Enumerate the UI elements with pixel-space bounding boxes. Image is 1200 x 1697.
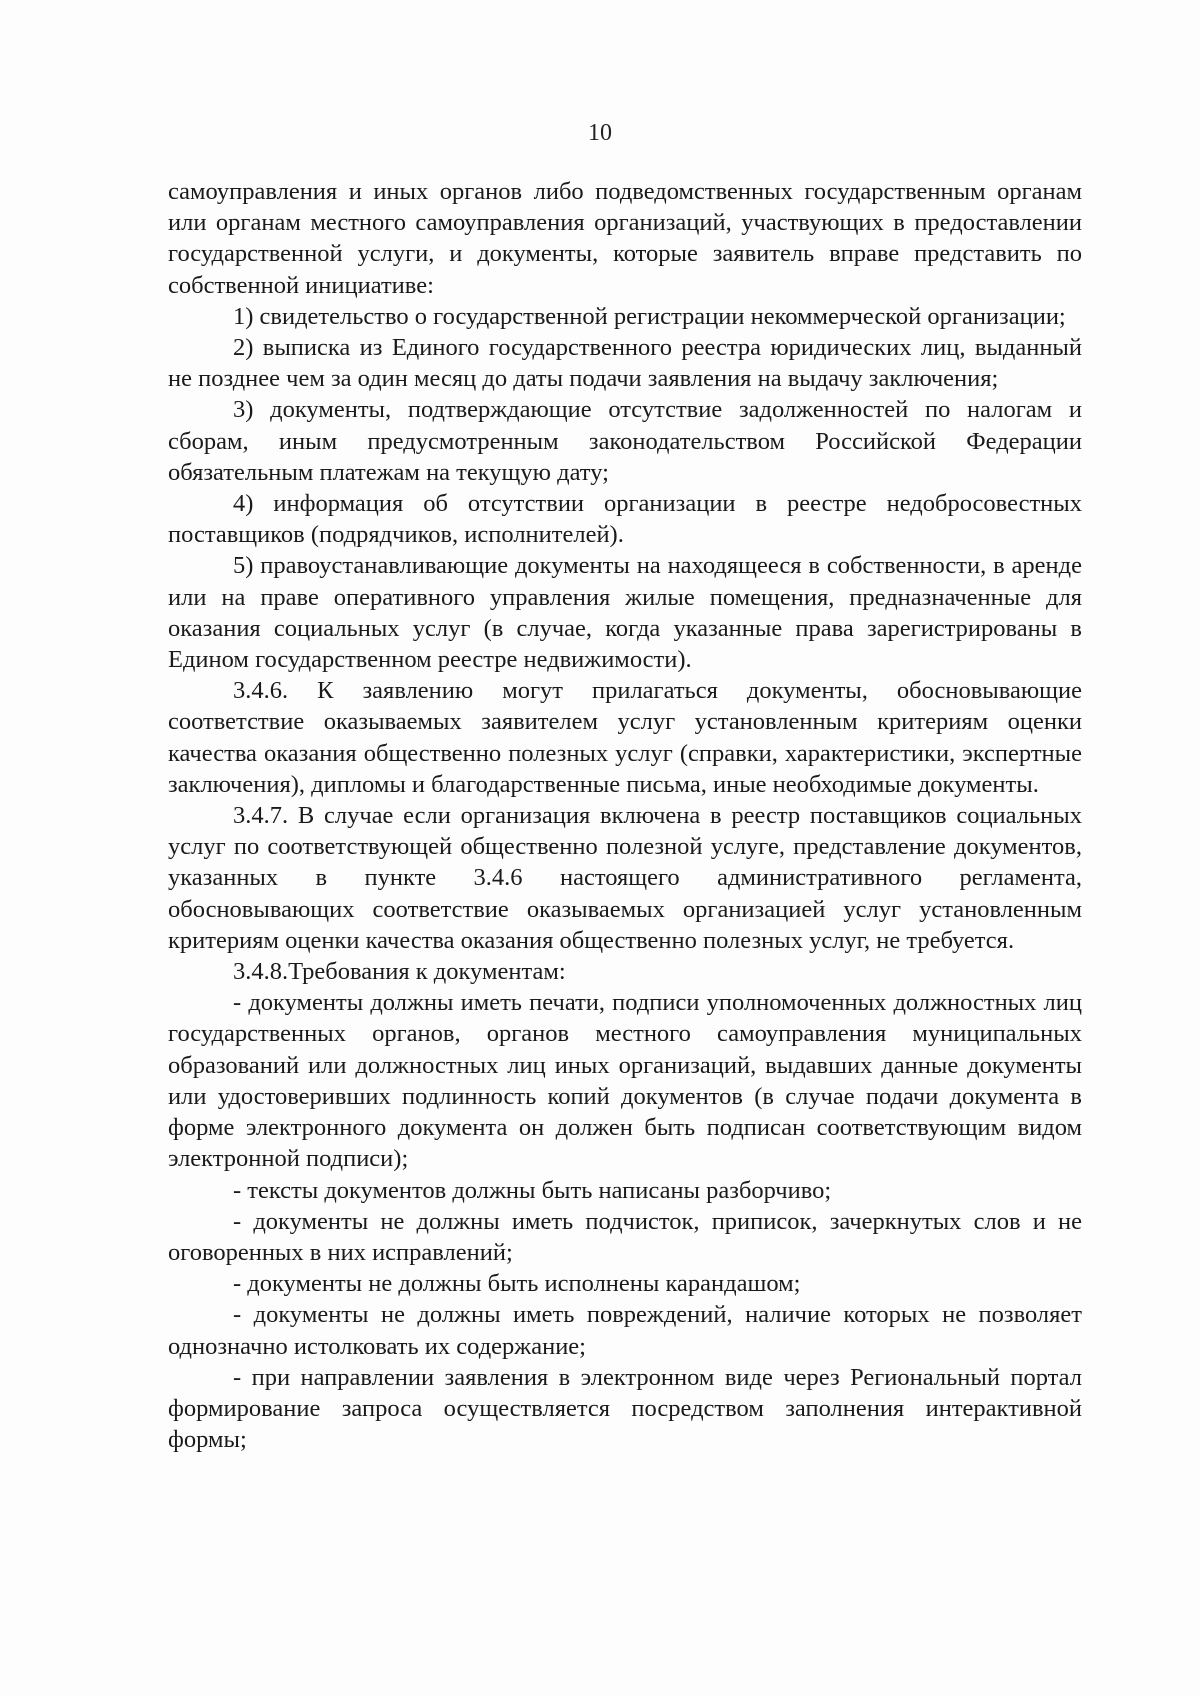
clause-3-4-6: 3.4.6. К заявлению могут прилагаться документы, обосновывающие соответствие оказываемых заявителем услуг установленным критериям оценки качества оказания общественно полезных услуг (справки, характеристики, экспертные заключения), дипломы и благодарственные письма, иные необходимые документы. bbox=[168, 677, 1082, 798]
list-item: 2) выписка из Единого государственного реестра юридических лиц, выданный не позднее чем за один месяц до даты подачи заявления на выдачу заключения; bbox=[168, 334, 1082, 393]
requirement-item: - документы не должны быть исполнены карандашом; bbox=[233, 1270, 801, 1298]
requirement-item: - документы не должны иметь подчисток, приписок, зачеркнутых слов и не оговоренных в них исправлений; bbox=[168, 1207, 1082, 1266]
paragraph: самоуправления и иных органов либо подведомственных государственным органам или органам местного самоуправления организаций, участвующих в предоставлении государственной услуги, и документы, которые заявитель вправе представить по собственной инициативе: bbox=[168, 178, 1082, 299]
clause-3-4-8-heading: 3.4.8.Требования к документам: bbox=[233, 958, 566, 986]
list-item: 3) документы, подтверждающие отсутствие задолженностей по налогам и сборам, иным предусмотренным законодательством Российской Федерации обязательным платежам на текущую дату; bbox=[168, 396, 1082, 486]
requirement-item: - тексты документов должны быть написаны разборчиво; bbox=[233, 1176, 832, 1204]
requirement-item: - при направлении заявления в электронном виде через Региональный портал формирование запроса осуществляется посредством заполнения интерактивной формы; bbox=[168, 1363, 1082, 1454]
document-body bbox=[168, 176, 1082, 1455]
list-item: 4) информация об отсутствии организации в реестре недобросовестных поставщиков (подрядчиков, исполнителей). bbox=[168, 490, 1082, 549]
requirement-item: - документы не должны иметь повреждений, наличие которых не позволяет однозначно истолковать их содержание; bbox=[168, 1301, 1082, 1360]
requirement-item: - документы должны иметь печати, подписи уполномоченных должностных лиц государственных органов, органов местного самоуправления муниципальных образований или должностных лиц иных организаций, выдавших данные документы или удостоверивших подлинность копий документов (в случае подачи документа в форме электронного документа он должен быть подписан соответствующим видом электронной подписи); bbox=[168, 989, 1082, 1173]
list-item: 5) правоустанавливающие документы на находящееся в собственности, в аренде или на праве оперативного управления жилые помещения, предназначенные для оказания социальных услуг (в случае, когда указанные права зарегистрированы в Едином государственном реестре недвижимости). bbox=[168, 552, 1082, 674]
list-item: 1) свидетельство о государственной регистрации некоммерческой организации; bbox=[233, 302, 1066, 330]
page-number: 10 bbox=[588, 120, 612, 146]
clause-3-4-7: 3.4.7. В случае если организация включена в реестр поставщиков социальных услуг по соответствующей общественно полезной услуге, представление документов, указанных в пункте 3.4.6 настоящего административного регламента, обосновывающих соответствие оказываемых организацией услуг установленным критериям оценки качества оказания общественно полезных услуг, не требуется. bbox=[168, 802, 1082, 954]
